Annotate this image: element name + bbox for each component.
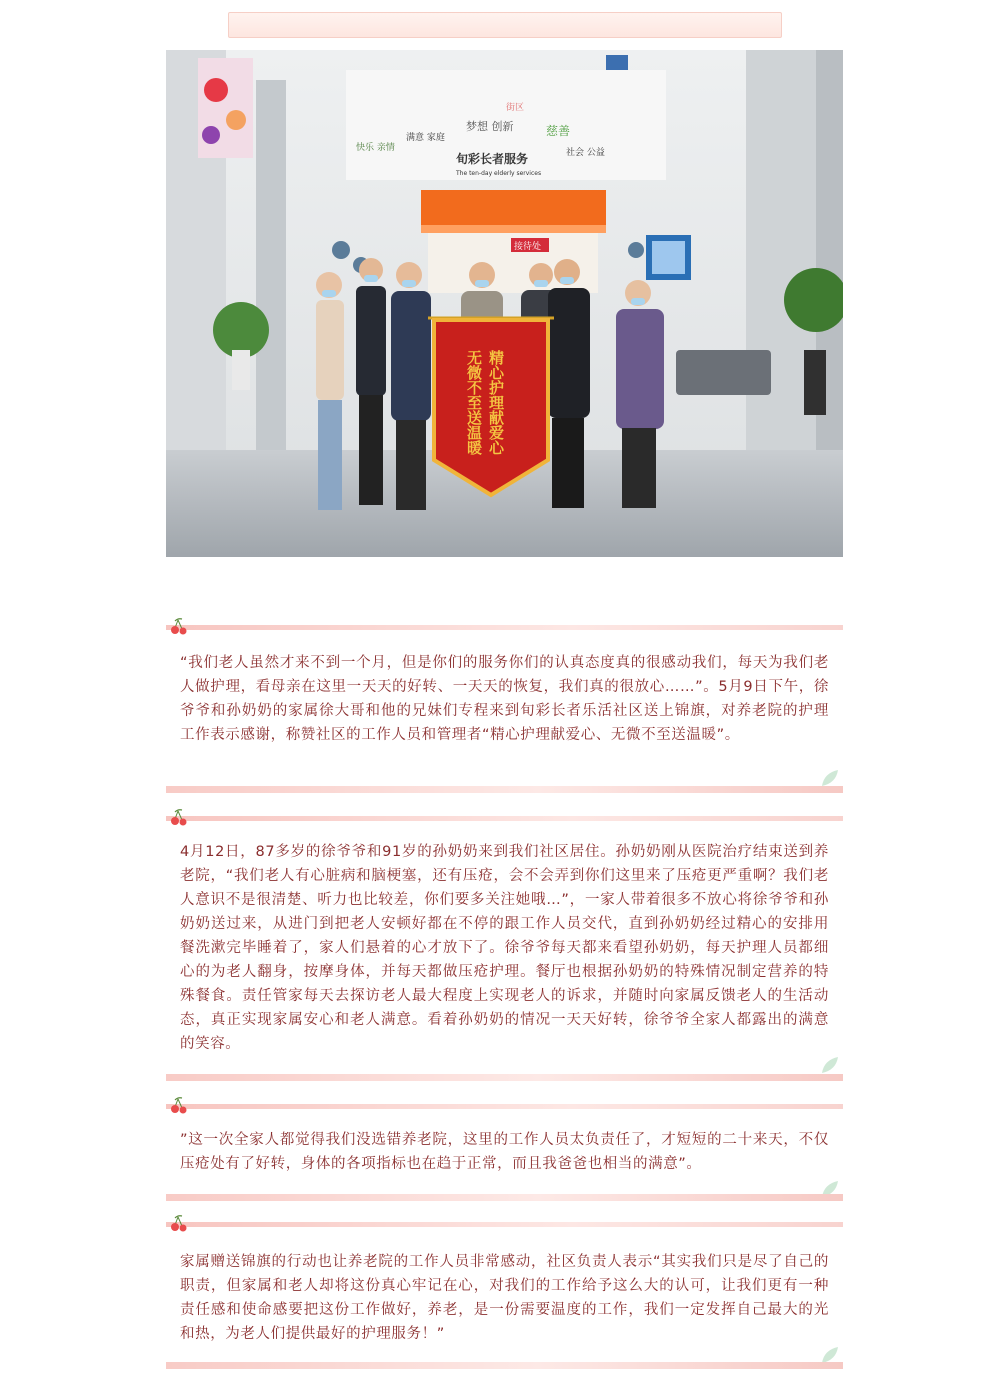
reception-sign: 接待处 — [514, 242, 542, 252]
text-card-2 — [166, 816, 843, 1084]
silk-banner — [428, 318, 554, 495]
card-bottom-rule — [166, 1362, 843, 1369]
wall-subtitle: The ten-day elderly services — [456, 170, 542, 177]
card-top-rule — [166, 816, 843, 821]
svg-text:社会 公益: 社会 公益 — [566, 148, 605, 158]
leaf-icon — [819, 1054, 841, 1076]
paragraph-4: 家属赠送锦旗的行动也让养老院的工作人员非常感动，社区负责人表示“其实我们只是尽了自己的职责，但家属和老人却将这份真心牢记在心，对我们的工作给予这么大的认可，让我们更有一种责任感和使命感要把这份工作做好，养老，是一份需要温度的工作，我们一定发挥自己最大的光和热，为老人们提供最好的护理服务！” — [180, 1254, 829, 1342]
svg-text:街区: 街区 — [506, 103, 525, 113]
card-top-rule — [166, 625, 843, 630]
text-card-4 — [166, 1222, 843, 1372]
cherry-icon — [168, 617, 190, 637]
card-top-rule — [166, 1104, 843, 1109]
card-top-rule — [166, 1222, 843, 1227]
svg-text:梦想 创新: 梦想 创新 — [466, 120, 514, 133]
wall-title: 旬彩长者服务 — [456, 152, 529, 166]
banner-line-1: 精心护理献爱心 — [487, 350, 505, 455]
paragraph-3: ”这一次全家人都觉得我们没选错养老院，这里的工作人员太负责任了，才短短的二十来天，不仅压疮处有了好转，身体的各项指标也在趋于正常，而且我爸爸也相当的满意”。 — [180, 1132, 829, 1172]
cherry-icon — [168, 808, 190, 828]
banner-line-2: 无微不至送温暖 — [465, 350, 483, 455]
card-bottom-rule — [166, 1194, 843, 1201]
svg-text:满意 家庭: 满意 家庭 — [406, 133, 445, 143]
header-banner — [228, 12, 782, 38]
svg-text:快乐 亲情: 快乐 亲情 — [356, 143, 395, 153]
card-bottom-rule — [166, 786, 843, 793]
text-card-3 — [166, 1104, 843, 1204]
cherry-icon — [168, 1214, 190, 1234]
card-bottom-rule — [166, 1074, 843, 1081]
cherry-icon — [168, 1096, 190, 1116]
svg-text:慈善: 慈善 — [546, 124, 571, 138]
paragraph-2: 4月12日，87多岁的徐爷爷和91岁的孙奶奶来到我们社区居住。孙奶奶刚从医院治疗结束送到养老院，“我们老人有心脏病和脑梗塞，还有压疮，会不会弄到你们这里来了压疮更严重啊？我们老人意识不是很清楚、听力也比较差，你们要多关注她哦…”，一家人带着很多不放心将徐爷爷和孙奶奶送过来，从进门到把老人安顿好都在不停的跟工作人员交代，直到孙奶奶经过精心的安排用餐洗漱完毕睡着了，家人们悬着的心才放下了。徐爷爷每天都来看望孙奶奶，每天护理人员都细心的为老人翻身，按摩身体，并每天都做压疮护理。餐厅也根据孙奶奶的特殊情况制定营养的特殊餐食。责任管家每天去探访老人最大程度上实现老人的诉求，并随时向家属反馈老人的生活动态，真正实现家属安心和老人满意。看着孙奶奶的情况一天天好转，徐爷爷全家人都露出的满意的笑容。 — [180, 844, 829, 1052]
text-card-1 — [166, 625, 843, 795]
paragraph-1: “我们老人虽然才来不到一个月，但是你们的服务你们的认真态度真的很感动我们，每天为我们老人做护理，看母亲在这里一天天的好转、一天天的恢复，我们真的很放心……”。5月9日下午，徐爷爷和孙奶奶的家属徐大哥和他的兄妹们专程来到旬彩长者乐活社区送上锦旗，对养老院的护理工作表示感谢，称赞社区的工作人员和管理者“精心护理献爱心、无微不至送温暖”。 — [180, 655, 829, 743]
event-photo — [166, 50, 843, 557]
